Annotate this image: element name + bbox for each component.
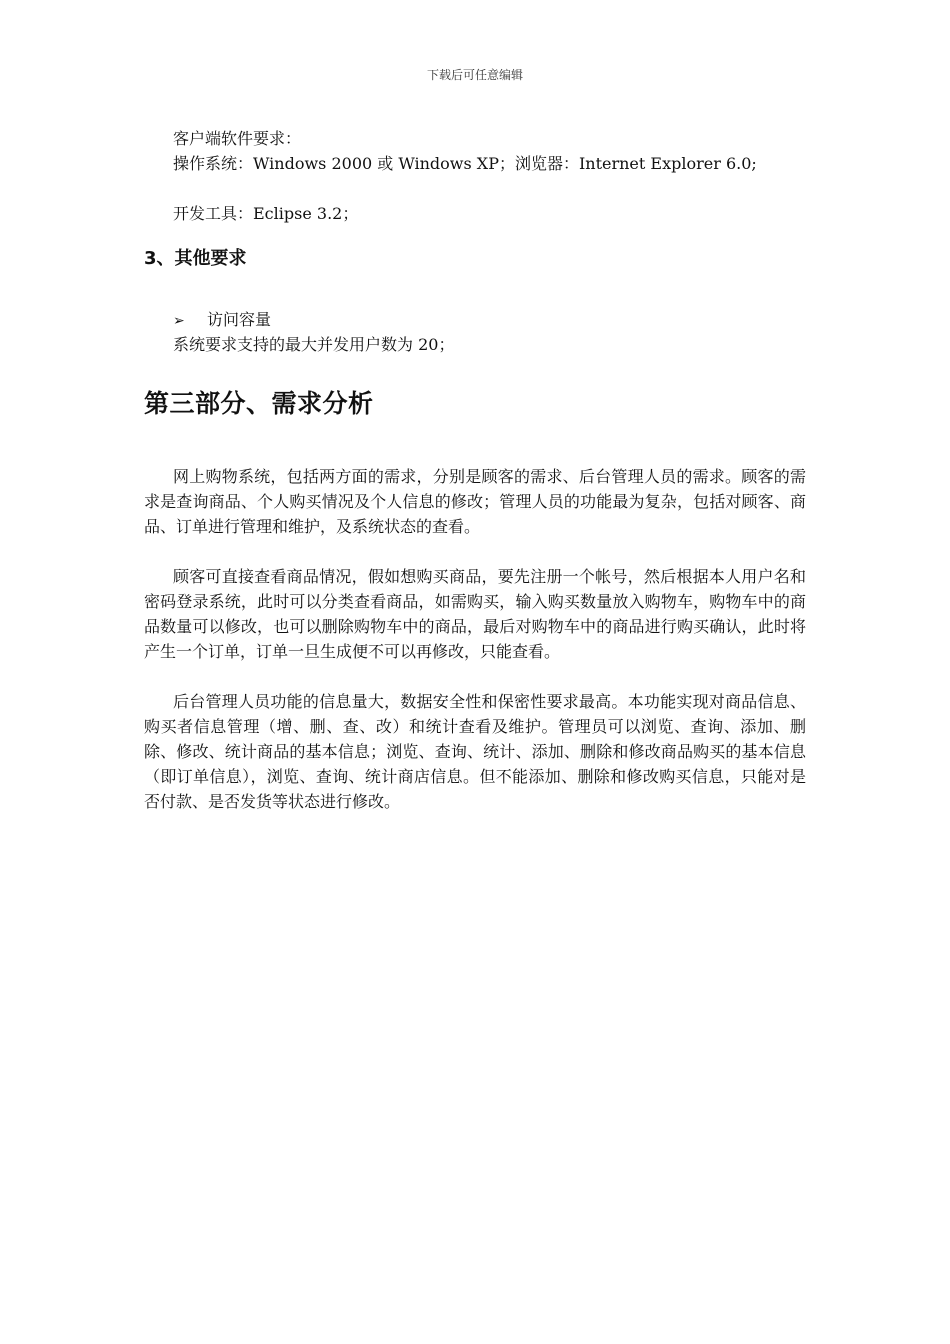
other-requirements-heading: 3、其他要求 xyxy=(144,248,247,269)
access-capacity-label: 访问容量 xyxy=(207,310,272,329)
page-header: 下载后可任意编辑 xyxy=(426,68,523,82)
paragraph-admin: 后台管理人员功能的信息量大，数据安全性和保密性要求最高。本功能实现对商品信息、购买者信息管理（增、删、查、改）和统计查看及维护。管理员可以浏览、查询、添加、删除、修改、统计商品的基本信息；浏览、查询、统计、添加、删除和修改商品购买的基本信息（即订单信息），浏览、查询、统计商店信息。但不能添加、删除和修改购买信息，只能对是否付款、是否发货等状态进行修改。 xyxy=(144,692,806,811)
client-software-label: 客户端软件要求： xyxy=(173,129,302,148)
dev-tool-line: 开发工具：Eclipse 3.2； xyxy=(173,204,359,223)
os-browser-line: 操作系统：Windows 2000 或 Windows XP；浏览器：Internet Explorer 6.0; xyxy=(173,154,757,173)
section-title: 第三部分、需求分析 xyxy=(144,389,374,418)
access-capacity-bullet xyxy=(173,307,271,330)
paragraph-customer: 顾客可直接查看商品情况，假如想购买商品，要先注册一个帐号，然后根据本人用户名和密码登录系统，此时可以分类查看商品，如需购买，输入购买数量放入购物车，购物车中的商品数量可以修改，也可以删除购物车中的商品，最后对购物车中的商品进行购买确认，此时将产生一个订单，订单一旦生成便不可以再修改，只能查看。 xyxy=(144,567,806,661)
capacity-text: 系统要求支持的最大并发用户数为 20； xyxy=(173,335,455,354)
arrowhead-bullet-icon: ➢ xyxy=(173,313,185,329)
paragraph-overview: 网上购物系统，包括两方面的需求，分别是顾客的需求、后台管理人员的需求。顾客的需求是查询商品、个人购买情况及个人信息的修改；管理人员的功能最为复杂，包括对顾客、商品、订单进行管理和维护，及系统状态的查看。 xyxy=(144,467,806,536)
